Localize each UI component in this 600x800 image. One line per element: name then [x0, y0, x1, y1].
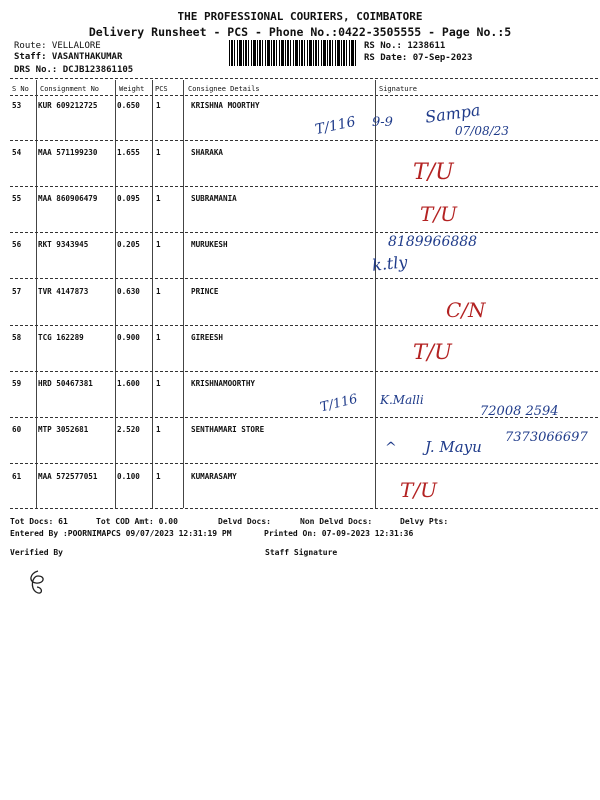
row-pcs: 1 — [156, 287, 161, 296]
verified-by-label: Verified By — [10, 548, 63, 557]
row-consignment: MAA 571199230 — [38, 148, 98, 157]
handwritten-signature: K.Malli — [380, 393, 424, 407]
row-consignee: SUBRAMANIA — [191, 194, 237, 203]
col-divider — [36, 80, 37, 508]
row-sno: 58 — [12, 333, 22, 342]
staff-signature-label: Staff Signature — [265, 548, 338, 557]
row-pcs: 1 — [156, 379, 161, 388]
row-weight: 0.900 — [117, 333, 140, 342]
col-header-signature: Signature — [379, 85, 417, 93]
row-consignment: HRD 50467381 — [38, 379, 93, 388]
handwritten-signature: k.tly — [371, 252, 409, 275]
row-consignee: KUMARASAMY — [191, 472, 237, 481]
drs-number: DRS No.: DCJB123861105 — [14, 65, 134, 75]
row-consignment: KUR 609212725 — [38, 101, 98, 110]
row-pcs: 1 — [156, 425, 161, 434]
handwritten-mark: T/U — [413, 160, 454, 185]
delivered-docs: Delvd Docs: — [218, 517, 271, 526]
row-pcs: 1 — [156, 194, 161, 203]
table-top-border — [10, 78, 598, 79]
entered-by: Entered By :POORNIMAPCS 09/07/2023 12:31:19 PM — [10, 529, 232, 538]
row-pcs: 1 — [156, 101, 161, 110]
row-consignment: TVR 4147873 — [38, 287, 89, 296]
row-sno: 55 — [12, 194, 22, 203]
row-weight: 0.095 — [117, 194, 140, 203]
row-consignee: MURUKESH — [191, 240, 228, 249]
row-weight: 0.650 — [117, 101, 140, 110]
staff-label: Staff: VASANTHAKUMAR — [14, 52, 123, 62]
handwritten-date: 07/08/23 — [455, 124, 509, 138]
row-consignment: TCG 162289 — [38, 333, 84, 342]
col-divider — [115, 80, 116, 508]
row-pcs: 1 — [156, 148, 161, 157]
row-consignment: MAA 572577051 — [38, 472, 98, 481]
row-sno: 54 — [12, 148, 22, 157]
row-separator — [10, 325, 598, 326]
row-sno: 56 — [12, 240, 22, 249]
handwritten-note: ^ — [385, 440, 397, 456]
row-consignee: KRISHNA MOORTHY — [191, 101, 260, 110]
row-consignee: SHARAKA — [191, 148, 224, 157]
row-weight: 0.100 — [117, 472, 140, 481]
row-consignee: GIREESH — [191, 333, 224, 342]
row-separator — [10, 278, 598, 279]
col-divider — [375, 80, 376, 508]
row-weight: 1.600 — [117, 379, 140, 388]
rs-date: RS Date: 07-Sep-2023 — [364, 53, 473, 63]
handwritten-phone: 7373066697 — [505, 430, 588, 445]
col-header-consignment: Consignment No — [40, 85, 100, 93]
row-consignment: RKT 9343945 — [38, 240, 89, 249]
row-pcs: 1 — [156, 240, 161, 249]
row-weight: 0.205 — [117, 240, 140, 249]
col-divider — [183, 80, 184, 508]
handwritten-signature: Sampa — [423, 100, 482, 127]
col-header-sno: S No — [12, 85, 29, 93]
handwritten-mark: T/U — [413, 340, 452, 364]
row-weight: 0.630 — [117, 287, 140, 296]
runsheet-subtitle: Delivery Runsheet - PCS - Phone No.:0422-3505555 - Page No.:5 — [88, 25, 512, 39]
handwritten-signature: J. Mayu — [425, 438, 482, 456]
header-bottom-border — [10, 95, 598, 96]
row-consignee: PRINCE — [191, 287, 219, 296]
row-pcs: 1 — [156, 472, 161, 481]
handwritten-mark: C/N — [446, 298, 486, 322]
row-sno: 60 — [12, 425, 22, 434]
row-separator — [10, 463, 598, 464]
row-separator — [10, 186, 598, 187]
col-header-consignee: Consignee Details — [188, 85, 260, 93]
verified-signature-scribble — [24, 568, 50, 598]
handwritten-note: T/116 — [318, 391, 360, 416]
col-header-pcs: PCS — [155, 85, 168, 93]
total-docs: Tot Docs: 61 — [10, 517, 68, 526]
rs-number: RS No.: 1238611 — [364, 41, 446, 51]
barcode — [229, 40, 357, 66]
col-divider — [152, 80, 153, 508]
handwritten-mark: T/U — [400, 478, 437, 502]
route-label: Route: VELLALORE — [14, 41, 101, 51]
handwritten-phone: 72008 2594 — [480, 404, 559, 419]
delivery-points: Delvy Pts: — [400, 517, 449, 526]
handwritten-note: T/116 — [313, 113, 357, 139]
row-consignment: MTP 3052681 — [38, 425, 89, 434]
row-sno: 53 — [12, 101, 22, 110]
row-consignee: KRISHNAMOORTHY — [191, 379, 256, 388]
handwritten-phone: 8189966888 — [388, 234, 478, 250]
row-separator — [10, 232, 598, 233]
printed-on: Printed On: 07-09-2023 12:31:36 — [264, 529, 414, 538]
total-cod-amount: Tot COD Amt: 0.00 — [96, 517, 178, 526]
row-consignment: MAA 860906479 — [38, 194, 98, 203]
company-title: THE PROFESSIONAL COURIERS, COIMBATORE — [177, 10, 423, 23]
handwritten-note: 9-9 — [372, 115, 393, 130]
handwritten-mark: T/U — [420, 202, 457, 226]
row-separator — [10, 140, 598, 141]
col-header-weight: Weight — [119, 85, 145, 93]
row-pcs: 1 — [156, 333, 161, 342]
row-sno: 57 — [12, 287, 22, 296]
row-sno: 59 — [12, 379, 22, 388]
row-sno: 61 — [12, 472, 22, 481]
non-delivered-docs: Non Delvd Docs: — [300, 517, 373, 526]
row-weight: 1.655 — [117, 148, 140, 157]
row-weight: 2.520 — [117, 425, 140, 434]
table-bottom-border — [10, 508, 598, 509]
row-consignee: SENTHAMARI STORE — [191, 425, 265, 434]
row-separator — [10, 371, 598, 372]
